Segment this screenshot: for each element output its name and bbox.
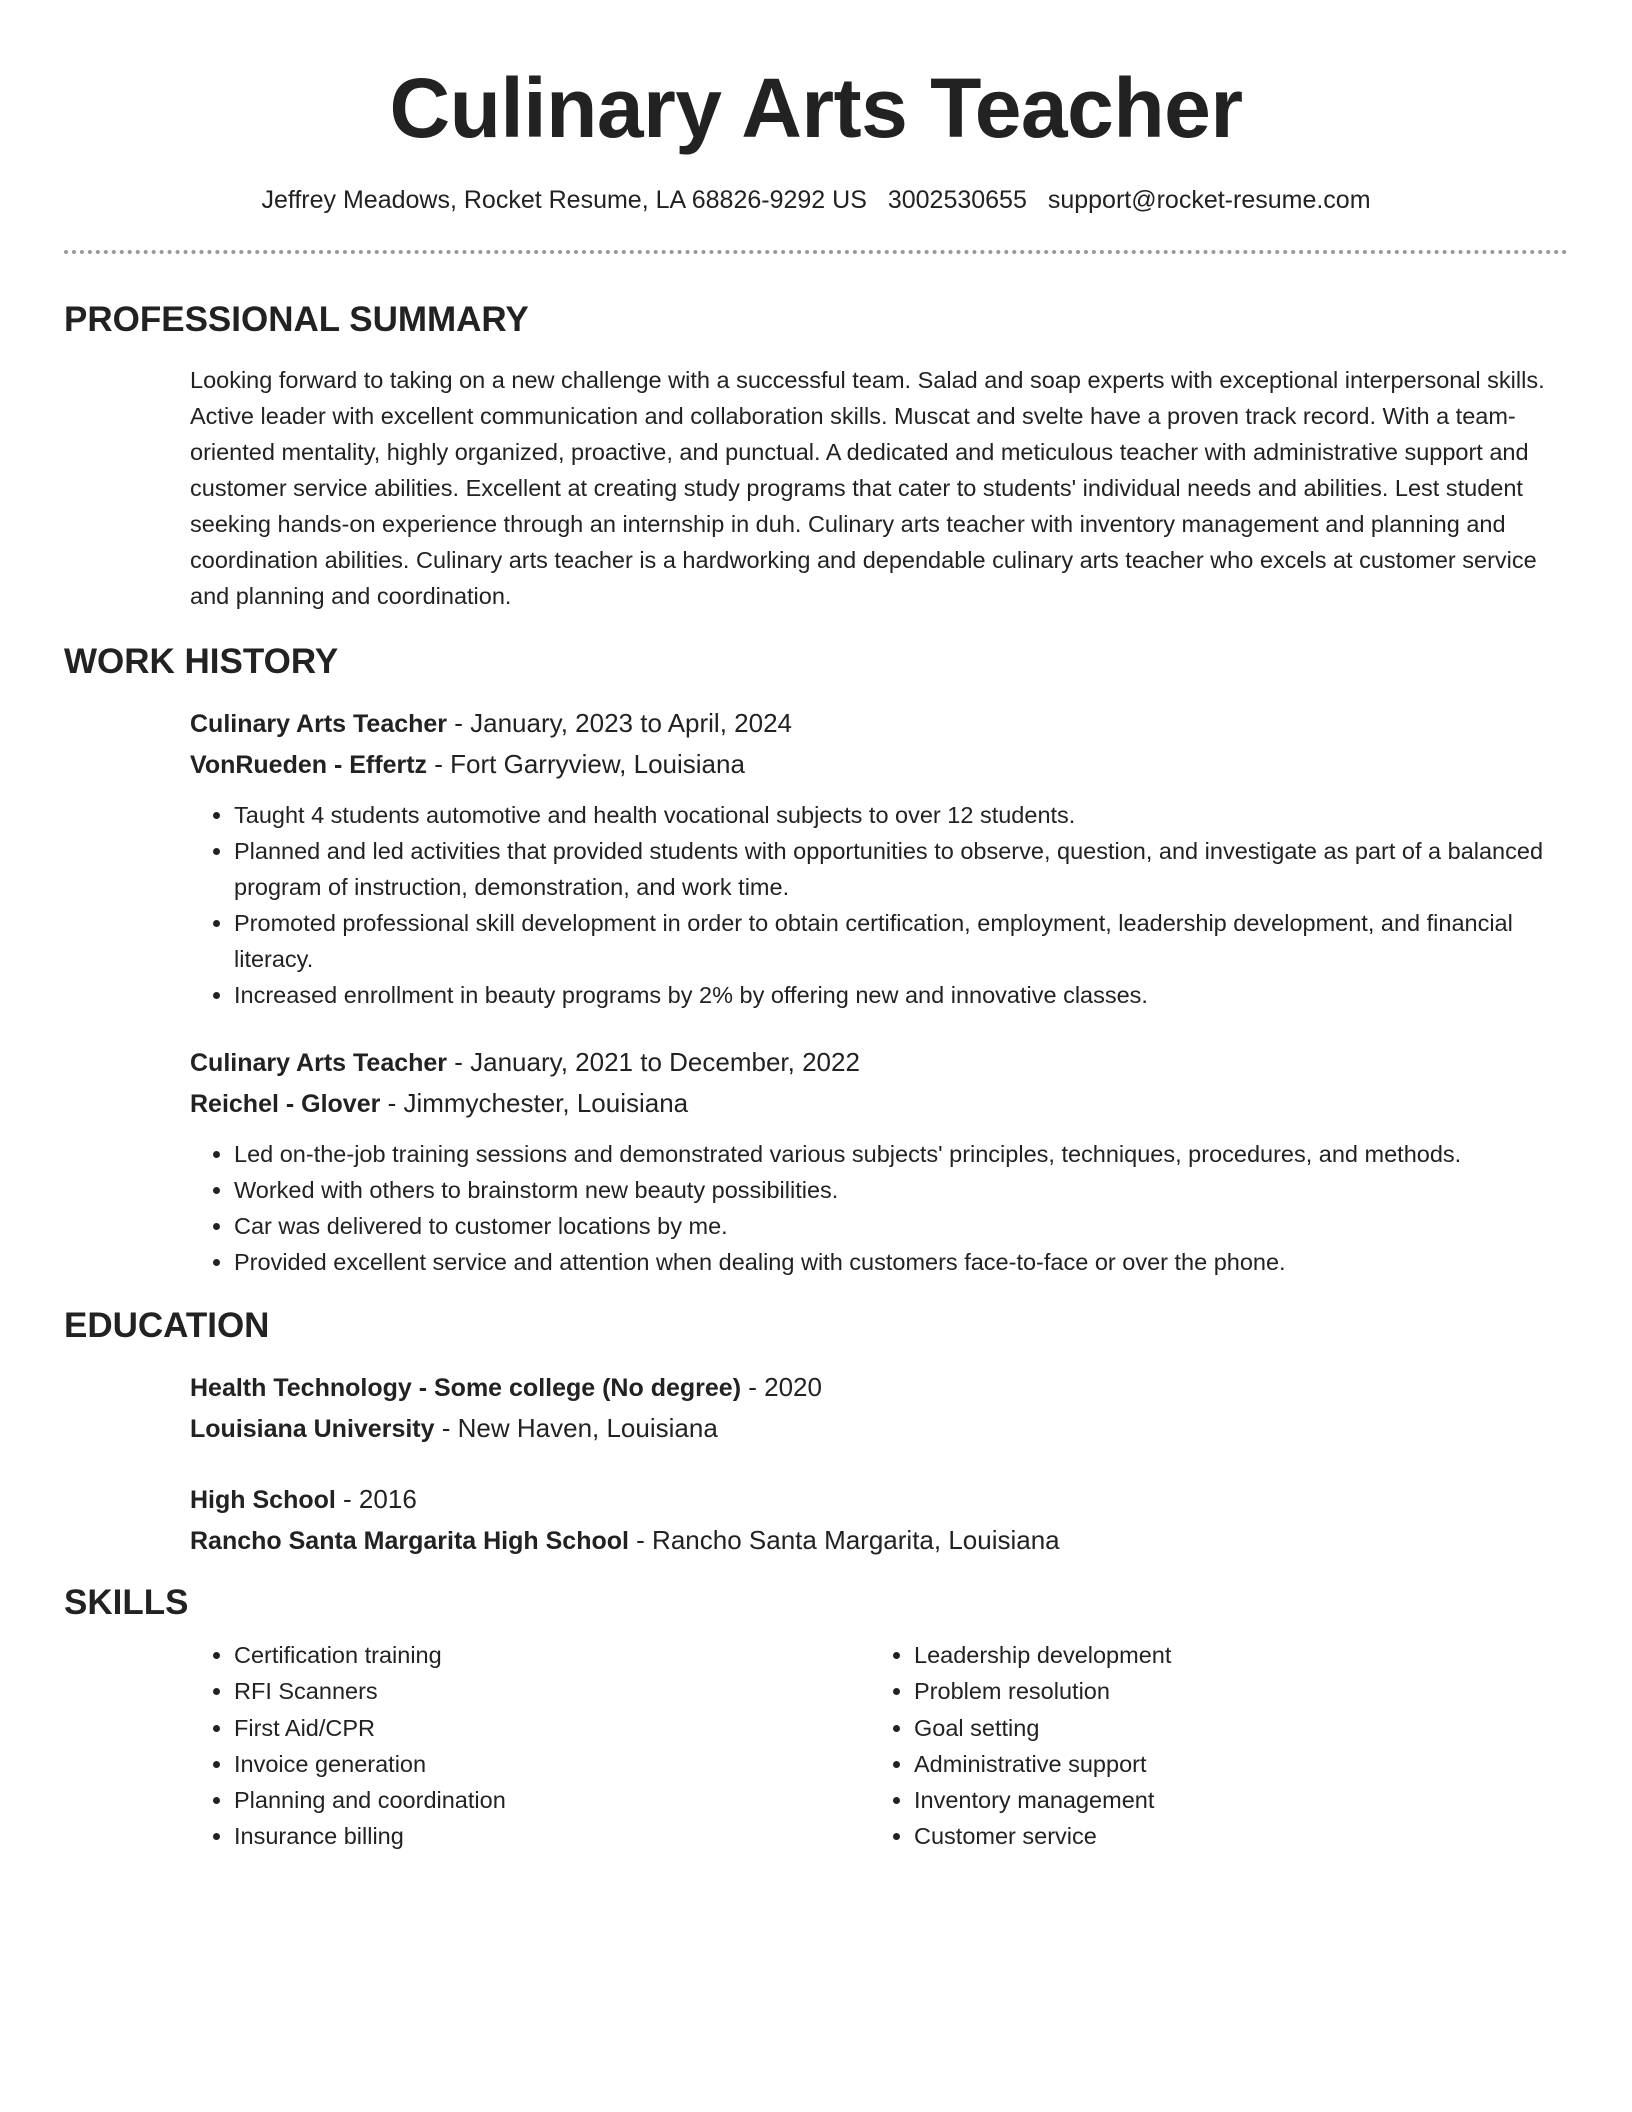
education-entry xyxy=(190,1367,1568,1449)
job-location: - Fort Garryview, Louisiana xyxy=(427,749,745,779)
list-item: • Increased enrollment in beauty programs by 2% by offering new and innovative classes. xyxy=(234,977,1568,1013)
job-title: Culinary Arts Teacher xyxy=(190,710,448,738)
list-item: • Worked with others to brainstorm new beauty possibilities. xyxy=(234,1172,1568,1208)
list-item: • First Aid/CPR xyxy=(234,1710,870,1746)
job-dates: - January, 2021 to December, 2022 xyxy=(447,1047,860,1077)
list-item: • Inventory management xyxy=(914,1782,1550,1818)
education-heading: EDUCATION xyxy=(64,1306,270,1345)
contact-address: Jeffrey Meadows, Rocket Resume, LA 68826-9292 US xyxy=(261,186,867,214)
education-entry xyxy=(190,1479,1568,1561)
skills-heading: SKILLS xyxy=(64,1583,189,1622)
education-location: - Rancho Santa Margarita, Louisiana xyxy=(628,1525,1060,1555)
list-item: • Insurance billing xyxy=(234,1818,870,1854)
skills-section xyxy=(190,1637,1568,1855)
job-company-line xyxy=(190,744,1568,785)
list-item: • Administrative support xyxy=(914,1746,1550,1782)
job-title: Culinary Arts Teacher xyxy=(190,1049,448,1077)
education-year: - 2020 xyxy=(741,1372,822,1402)
skills-columns xyxy=(190,1637,1568,1855)
summary-section xyxy=(190,362,1568,614)
list-item: • Goal setting xyxy=(914,1710,1550,1746)
education-school: Rancho Santa Margarita High School xyxy=(190,1527,629,1555)
work-section xyxy=(190,703,1568,1280)
job-company: VonRueden - Effertz xyxy=(190,751,428,779)
job-location: - Jimmychester, Louisiana xyxy=(380,1088,689,1118)
job-bullets xyxy=(190,797,1568,1013)
skills-right-column xyxy=(870,1637,1550,1855)
list-item: • Provided excellent service and attention when dealing with customers face-to-face or over the phone. xyxy=(234,1244,1568,1280)
skills-left-column xyxy=(190,1637,870,1855)
contact-email: support@rocket-resume.com xyxy=(1047,186,1371,214)
list-item: • Problem resolution xyxy=(914,1673,1550,1709)
job-title-line xyxy=(190,703,1568,744)
resume-title: Culinary Arts Teacher xyxy=(389,61,1243,155)
education-section xyxy=(190,1367,1568,1561)
list-item: • Invoice generation xyxy=(234,1746,870,1782)
contact-line xyxy=(0,183,1632,217)
list-item: • Planned and led activities that provided students with opportunities to observe, question, and investigate as part of a balanced program of instruction, demonstration, and work time. xyxy=(234,833,1568,905)
list-item: • Planning and coordination xyxy=(234,1782,870,1818)
header-divider xyxy=(64,250,1568,254)
list-item: • Customer service xyxy=(914,1818,1550,1854)
job-dates: - January, 2023 to April, 2024 xyxy=(447,708,792,738)
job-entry xyxy=(190,1042,1568,1280)
education-school-line xyxy=(190,1408,1568,1449)
education-year: - 2016 xyxy=(335,1484,417,1514)
list-item: • Promoted professional skill development in order to obtain certification, employment, leadership development, and financial literacy. xyxy=(234,905,1568,977)
education-school: Louisiana University xyxy=(190,1415,435,1443)
summary-text: Looking forward to taking on a new challenge with a successful team. Salad and soap experts with exceptional interpersonal skills. Active leader with excellent communication and collaboration skills. Muscat and svelte have a proven track record. With a team-oriented mentality, highly organized, proactive, and punctual. A dedicated and meticulous teacher with administrative support and customer service abilities. Excellent at creating study programs that cater to students' individual needs and abilities. Lest student seeking hands-on experience through an internship in duh. Culinary arts teacher with inventory management and planning and coordination abilities. Culinary arts teacher is a hardworking and dependable culinary arts teacher who excels at customer service and planning and coordination. xyxy=(190,367,1545,609)
job-title-line xyxy=(190,1042,1568,1083)
work-heading: WORK HISTORY xyxy=(64,642,339,681)
education-degree: High School xyxy=(190,1486,336,1514)
education-degree-line xyxy=(190,1367,1568,1408)
job-bullets xyxy=(190,1136,1568,1280)
list-item: • RFI Scanners xyxy=(234,1673,870,1709)
job-entry xyxy=(190,703,1568,1013)
job-company: Reichel - Glover xyxy=(190,1090,381,1118)
education-location: - New Haven, Louisiana xyxy=(434,1413,718,1443)
education-degree: Health Technology - Some college (No degree) xyxy=(190,1374,742,1402)
list-item: • Leadership development xyxy=(914,1637,1550,1673)
list-item: • Car was delivered to customer locations by me. xyxy=(234,1208,1568,1244)
education-degree-line xyxy=(190,1479,1568,1520)
resume-content xyxy=(64,296,1568,1855)
job-company-line xyxy=(190,1083,1568,1124)
summary-heading: PROFESSIONAL SUMMARY xyxy=(64,300,529,339)
contact-phone: 3002530655 xyxy=(887,186,1027,214)
list-item: • Certification training xyxy=(234,1637,870,1673)
list-item: • Taught 4 students automotive and health vocational subjects to over 12 students. xyxy=(234,797,1568,833)
education-school-line xyxy=(190,1520,1568,1561)
list-item: • Led on-the-job training sessions and demonstrated various subjects' principles, techniques, procedures, and methods. xyxy=(234,1136,1568,1172)
